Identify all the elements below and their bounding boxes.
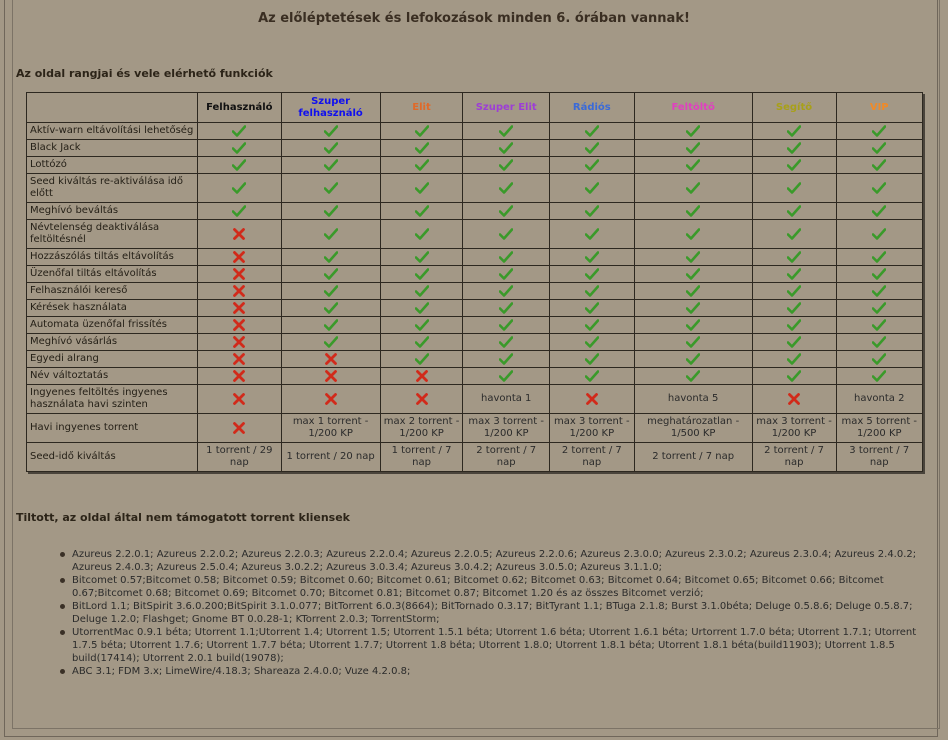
- check-icon: [380, 334, 463, 351]
- check-icon: [463, 368, 549, 385]
- cross-icon: [281, 351, 380, 368]
- feature-value: 2 torrent / 7 nap: [463, 443, 549, 472]
- check-icon: [634, 123, 752, 140]
- check-icon: [281, 283, 380, 300]
- check-icon: [836, 351, 923, 368]
- check-icon: [549, 220, 634, 249]
- cross-icon: [198, 368, 282, 385]
- feature-row: [27, 351, 923, 368]
- check-icon: [463, 140, 549, 157]
- feature-name: Felhasználói kereső: [27, 283, 198, 300]
- cross-icon: [198, 300, 282, 317]
- cross-icon: [281, 368, 380, 385]
- feature-value: 2 torrent / 7 nap: [634, 443, 752, 472]
- feature-value: 1 torrent / 29 nap: [198, 443, 282, 472]
- clients-section-title: Tiltott, az oldal által nem támogatott torrent kliensek: [16, 511, 350, 524]
- check-icon: [549, 300, 634, 317]
- check-icon: [463, 249, 549, 266]
- check-icon: [752, 157, 836, 174]
- check-icon: [634, 249, 752, 266]
- feature-value: max 3 torrent - 1/200 KP: [752, 414, 836, 443]
- check-icon: [380, 300, 463, 317]
- check-icon: [281, 334, 380, 351]
- feature-row: [27, 283, 923, 300]
- feature-header-cell: [27, 93, 198, 123]
- check-icon: [380, 220, 463, 249]
- check-icon: [198, 140, 282, 157]
- feature-name: Név változtatás: [27, 368, 198, 385]
- check-icon: [549, 317, 634, 334]
- check-icon: [281, 123, 380, 140]
- check-icon: [836, 334, 923, 351]
- check-icon: [836, 157, 923, 174]
- check-icon: [380, 174, 463, 203]
- client-list-item: Azureus 2.2.0.1; Azureus 2.2.0.2; Azureus 2.2.0.3; Azureus 2.2.0.4; Azureus 2.2.0.5; Azureus 2.2.0.6; Azureus 2.3.0.0; Azureus 2.3.0.2; Azureus 2.3.0.4; Azureus 2.4.0.2; Azureus 2.4.0.3; Azureus 2.5.0.4; Azureus 3.0.2.2; Azureus 3.0.3.4; Azureus 3.0.4.2; Azureus 3.0.5.0; Azureus 3.1.1.0;: [58, 548, 920, 574]
- cross-icon: [752, 385, 836, 414]
- feature-value: havonta 5: [634, 385, 752, 414]
- check-icon: [634, 351, 752, 368]
- check-icon: [281, 157, 380, 174]
- rank-header: Szuper felhasználó: [281, 93, 380, 123]
- feature-name: Kérések használata: [27, 300, 198, 317]
- check-icon: [549, 203, 634, 220]
- check-icon: [281, 300, 380, 317]
- rank-header: VIP: [836, 93, 923, 123]
- check-icon: [281, 140, 380, 157]
- check-icon: [463, 266, 549, 283]
- feature-name: Havi ingyenes torrent: [27, 414, 198, 443]
- feature-row: [27, 249, 923, 266]
- check-icon: [198, 157, 282, 174]
- check-icon: [752, 123, 836, 140]
- check-icon: [752, 368, 836, 385]
- check-icon: [634, 317, 752, 334]
- cross-icon: [380, 385, 463, 414]
- rank-header: Segítő: [752, 93, 836, 123]
- feature-value: havonta 1: [463, 385, 549, 414]
- feature-row: [27, 123, 923, 140]
- check-icon: [463, 157, 549, 174]
- check-icon: [380, 123, 463, 140]
- check-icon: [380, 283, 463, 300]
- check-icon: [752, 174, 836, 203]
- client-list-item: BitLord 1.1; BitSpirit 3.6.0.200;BitSpirit 3.1.0.077; BitTorrent 6.0.3(8664); BitTornado 0.3.17; BitTyrant 1.1; BTuga 2.1.8; Burst 3.1.0béta; Deluge 0.5.8.6; Deluge 0.5.8.7; Deluge 1.2.0; Flashget; Gnome BT 0.0.28-1; KTorrent 2.0.3; TorrentStorm;: [58, 600, 920, 626]
- feature-row: [27, 220, 923, 249]
- feature-name: Meghívó beváltás: [27, 203, 198, 220]
- check-icon: [752, 334, 836, 351]
- check-icon: [198, 123, 282, 140]
- check-icon: [836, 123, 923, 140]
- rank-header: Elit: [380, 93, 463, 123]
- check-icon: [752, 220, 836, 249]
- feature-name: Egyedi alrang: [27, 351, 198, 368]
- check-icon: [380, 203, 463, 220]
- feature-name: Névtelenség deaktiválása feltöltésnél: [27, 220, 198, 249]
- feature-name: Automata üzenőfal frissítés: [27, 317, 198, 334]
- check-icon: [380, 249, 463, 266]
- feature-row: [27, 368, 923, 385]
- check-icon: [281, 317, 380, 334]
- cross-icon: [198, 249, 282, 266]
- cross-icon: [198, 283, 282, 300]
- check-icon: [380, 266, 463, 283]
- banned-clients-list: [58, 548, 920, 678]
- check-icon: [549, 334, 634, 351]
- feature-value: 1 torrent / 20 nap: [281, 443, 380, 472]
- check-icon: [281, 220, 380, 249]
- client-list-item: ABC 3.1; FDM 3.x; LimeWire/4.18.3; Shareaza 2.4.0.0; Vuze 4.2.0.8;: [58, 665, 920, 678]
- check-icon: [634, 157, 752, 174]
- feature-name: Meghívó vásárlás: [27, 334, 198, 351]
- cross-icon: [198, 334, 282, 351]
- check-icon: [752, 249, 836, 266]
- check-icon: [549, 157, 634, 174]
- feature-value: 2 torrent / 7 nap: [549, 443, 634, 472]
- page-headline: Az előléptetések és lefokozások minden 6. órában vannak!: [258, 11, 690, 26]
- feature-name: Üzenőfal tiltás eltávolítás: [27, 266, 198, 283]
- check-icon: [549, 351, 634, 368]
- check-icon: [380, 351, 463, 368]
- check-icon: [281, 266, 380, 283]
- feature-row: [27, 385, 923, 414]
- feature-value: 1 torrent / 7 nap: [380, 443, 463, 472]
- feature-row: [27, 334, 923, 351]
- feature-row: [27, 203, 923, 220]
- ranks-table: [26, 92, 923, 472]
- check-icon: [634, 203, 752, 220]
- feature-row: [27, 317, 923, 334]
- feature-row: [27, 140, 923, 157]
- feature-value: max 2 torrent - 1/200 KP: [380, 414, 463, 443]
- rank-header: Felhasználó: [198, 93, 282, 123]
- check-icon: [836, 203, 923, 220]
- check-icon: [634, 368, 752, 385]
- check-icon: [463, 351, 549, 368]
- check-icon: [836, 249, 923, 266]
- feature-value: 2 torrent / 7 nap: [752, 443, 836, 472]
- feature-row: [27, 266, 923, 283]
- cross-icon: [198, 351, 282, 368]
- check-icon: [752, 266, 836, 283]
- check-icon: [634, 266, 752, 283]
- client-list-item: Bitcomet 0.57;Bitcomet 0.58; Bitcomet 0.59; Bitcomet 0.60; Bitcomet 0.61; Bitcomet 0.62; Bitcomet 0.63; Bitcomet 0.64; Bitcomet 0.65; Bitcomet 0.66; Bitcomet 0.67;Bitcomet 0.68; Bitcomet 0.69; Bitcomet 0.70; Bitcomet 0.81; Bitcomet 0.87; Bitcomet 1.20 és az összes Bitcomet verzió;: [58, 574, 920, 600]
- feature-row: [27, 443, 923, 472]
- check-icon: [281, 203, 380, 220]
- check-icon: [549, 174, 634, 203]
- check-icon: [836, 283, 923, 300]
- check-icon: [634, 220, 752, 249]
- cross-icon: [380, 368, 463, 385]
- check-icon: [752, 203, 836, 220]
- check-icon: [752, 300, 836, 317]
- feature-value: max 5 torrent - 1/200 KP: [836, 414, 923, 443]
- check-icon: [198, 174, 282, 203]
- feature-value: max 3 torrent - 1/200 KP: [463, 414, 549, 443]
- feature-name: Lottózó: [27, 157, 198, 174]
- check-icon: [463, 300, 549, 317]
- cross-icon: [198, 385, 282, 414]
- feature-value: max 3 torrent - 1/200 KP: [549, 414, 634, 443]
- check-icon: [549, 123, 634, 140]
- check-icon: [634, 140, 752, 157]
- check-icon: [634, 283, 752, 300]
- check-icon: [549, 249, 634, 266]
- check-icon: [549, 266, 634, 283]
- check-icon: [836, 368, 923, 385]
- rank-header: Szuper Elit: [463, 93, 549, 123]
- check-icon: [752, 351, 836, 368]
- ranks-section-title: Az oldal rangjai és vele elérhető funkciók: [16, 67, 273, 80]
- feature-name: Ingyenes feltöltés ingyenes használata havi szinten: [27, 385, 198, 414]
- feature-name: Seed-idő kiváltás: [27, 443, 198, 472]
- check-icon: [463, 334, 549, 351]
- check-icon: [836, 266, 923, 283]
- check-icon: [836, 317, 923, 334]
- check-icon: [463, 123, 549, 140]
- check-icon: [463, 283, 549, 300]
- check-icon: [752, 317, 836, 334]
- feature-value: 3 torrent / 7 nap: [836, 443, 923, 472]
- cross-icon: [549, 385, 634, 414]
- cross-icon: [198, 317, 282, 334]
- feature-name: Aktív-warn eltávolítási lehetőség: [27, 123, 198, 140]
- check-icon: [836, 300, 923, 317]
- feature-row: [27, 414, 923, 443]
- rank-header: Rádiós: [549, 93, 634, 123]
- check-icon: [281, 249, 380, 266]
- rank-header: Feltöltő: [634, 93, 752, 123]
- feature-row: [27, 157, 923, 174]
- check-icon: [752, 140, 836, 157]
- check-icon: [836, 220, 923, 249]
- feature-value: max 1 torrent - 1/200 KP: [281, 414, 380, 443]
- feature-row: [27, 300, 923, 317]
- check-icon: [198, 203, 282, 220]
- feature-name: Black Jack: [27, 140, 198, 157]
- check-icon: [836, 174, 923, 203]
- check-icon: [634, 334, 752, 351]
- check-icon: [752, 283, 836, 300]
- check-icon: [380, 317, 463, 334]
- check-icon: [549, 283, 634, 300]
- ranks-header-row: [27, 93, 923, 123]
- check-icon: [380, 140, 463, 157]
- feature-name: Hozzászólás tiltás eltávolítás: [27, 249, 198, 266]
- feature-name: Seed kiváltás re-aktiválása idő előtt: [27, 174, 198, 203]
- check-icon: [549, 140, 634, 157]
- check-icon: [549, 368, 634, 385]
- cross-icon: [198, 220, 282, 249]
- check-icon: [463, 317, 549, 334]
- check-icon: [634, 174, 752, 203]
- cross-icon: [281, 385, 380, 414]
- cross-icon: [198, 414, 282, 443]
- feature-value: havonta 2: [836, 385, 923, 414]
- cross-icon: [198, 266, 282, 283]
- check-icon: [836, 140, 923, 157]
- check-icon: [463, 203, 549, 220]
- check-icon: [380, 157, 463, 174]
- check-icon: [281, 174, 380, 203]
- feature-value: meghatározatlan - 1/500 KP: [634, 414, 752, 443]
- check-icon: [634, 300, 752, 317]
- client-list-item: UtorrentMac 0.9.1 béta; Utorrent 1.1;Utorrent 1.4; Utorrent 1.5; Utorrent 1.5.1 béta; Utorrent 1.6 béta; Utorrent 1.6.1 béta; Urtorrent 1.7.0 béta; Utorrent 1.7.1; Utorrent 1.7.5 béta; Utorrent 1.7.6; Utorrent 1.7.7 béta; Utorrent 1.7.7; Utorrent 1.8 béta; Utorrent 1.8.0; Utorrent 1.8.1 béta; Utorrent 1.8.1 béta(build11903); Utorrent 1.8.5 build(17414); Utorrent 2.0.1 build(19078);: [58, 626, 920, 665]
- check-icon: [463, 174, 549, 203]
- check-icon: [463, 220, 549, 249]
- feature-row: [27, 174, 923, 203]
